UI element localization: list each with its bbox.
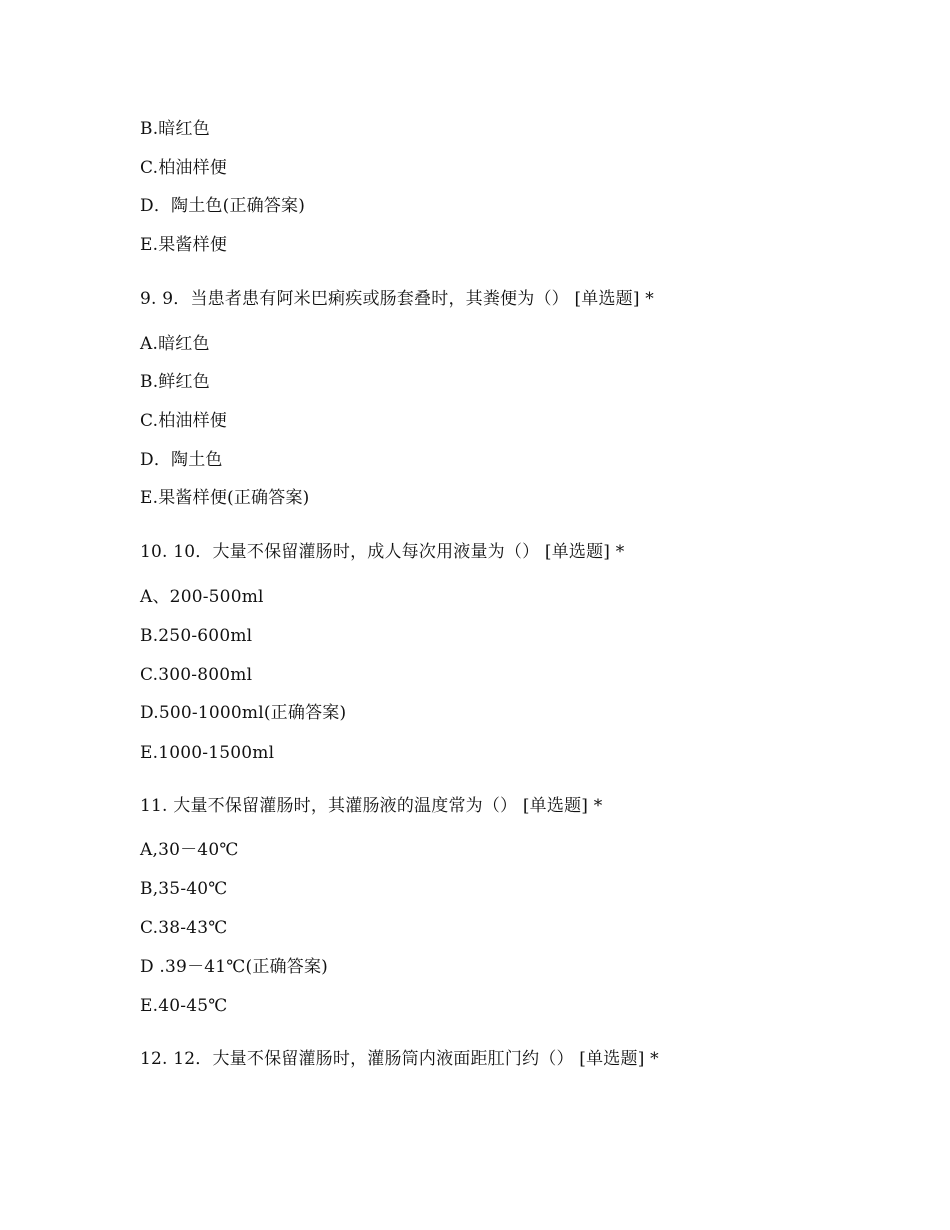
option-text: D．陶土色(正确答案) (140, 196, 306, 216)
option-text: D .39－41℃(正确答案) (140, 957, 328, 977)
question-title: 9. 9．当患者患有阿米巴痢疾或肠套叠时，其粪便为（） [单选题] * (140, 289, 655, 309)
option-text: A、200-500ml (140, 587, 264, 607)
option-text: B.鲜红色 (140, 372, 210, 392)
option-text: D.500-1000ml(正确答案) (140, 703, 347, 723)
question-title: 12. 12．大量不保留灌肠时，灌肠筒内液面距肛门约（） [单选题] * (140, 1049, 659, 1069)
option-text: B,35-40℃ (140, 879, 228, 899)
option-text: E.果酱样便 (140, 235, 228, 255)
option-text: D．陶土色 (140, 450, 223, 470)
option-text: B.250-600ml (140, 626, 253, 646)
option-text: B.暗红色 (140, 119, 210, 139)
option-text: C.300-800ml (140, 665, 253, 685)
option-text: C.38-43℃ (140, 918, 228, 938)
option-text: C.柏油样便 (140, 158, 228, 178)
option-text: E.1000-1500ml (140, 743, 275, 763)
option-text: C.柏油样便 (140, 411, 228, 431)
question-title: 11. 大量不保留灌肠时，其灌肠液的温度常为（） [单选题] * (140, 796, 603, 816)
option-text: A.暗红色 (140, 334, 210, 354)
option-text: A,30－40℃ (140, 840, 239, 860)
question-title: 10. 10．大量不保留灌肠时，成人每次用液量为（） [单选题] * (140, 542, 625, 562)
option-text: E.40-45℃ (140, 996, 228, 1016)
option-text: E.果酱样便(正确答案) (140, 488, 310, 508)
